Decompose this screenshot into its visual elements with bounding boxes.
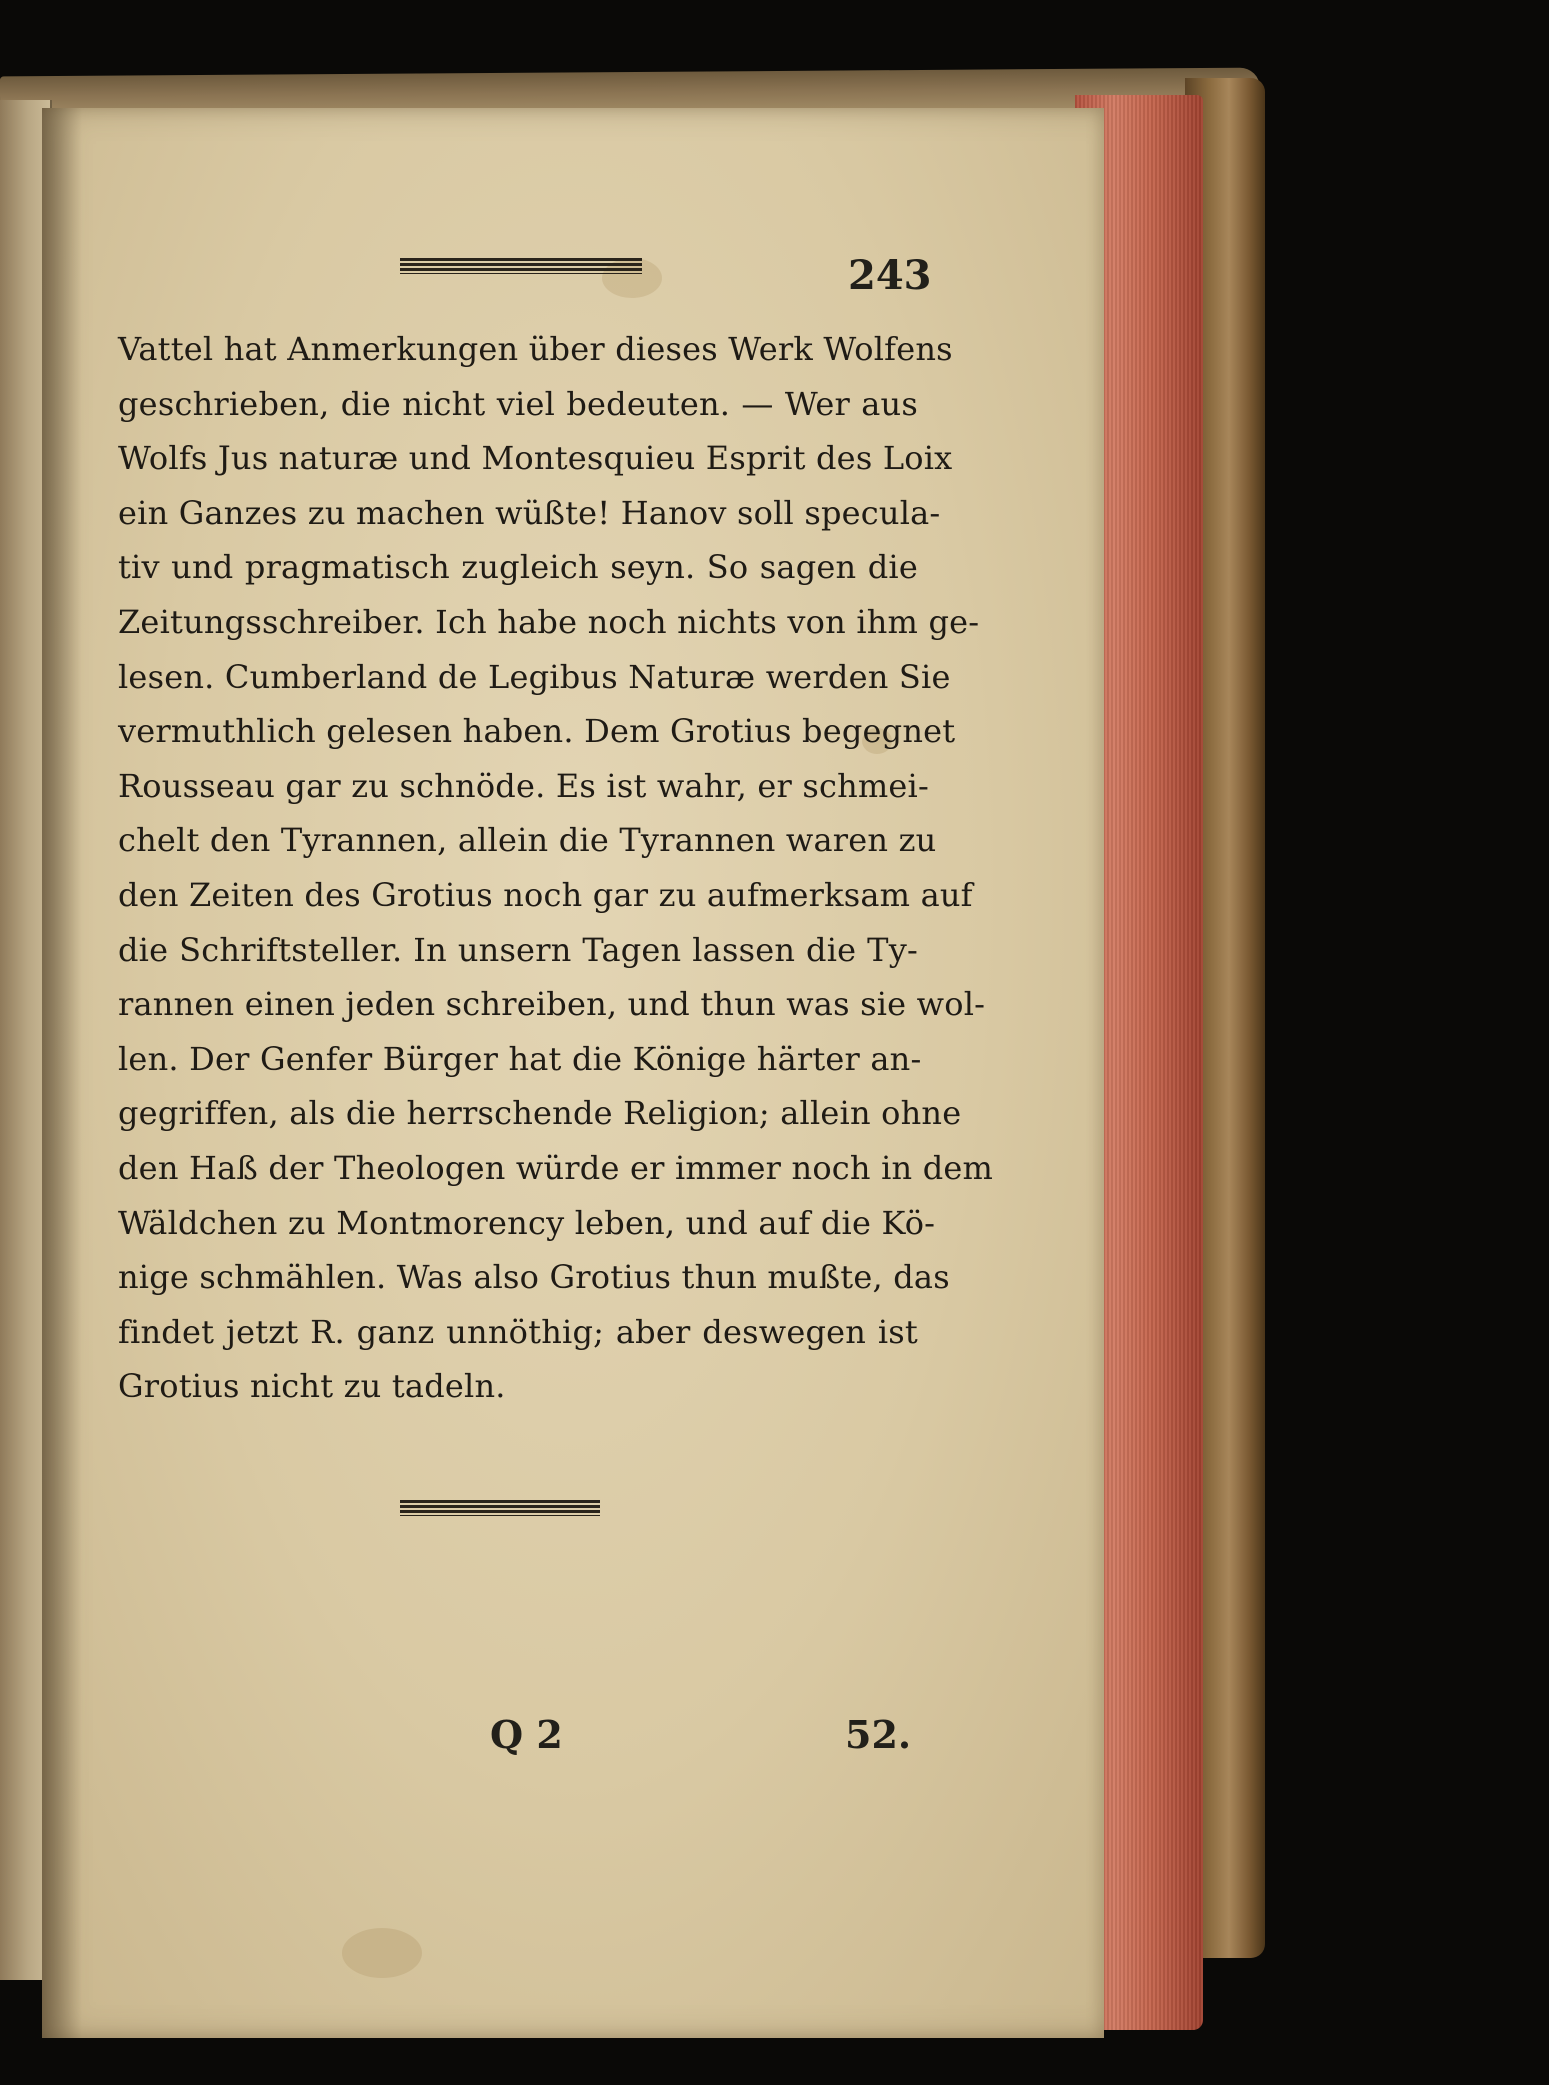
text-line: findet jetzt R. ganz unnöthig; aber deswegen ist bbox=[118, 1312, 918, 1351]
header-rule bbox=[400, 258, 642, 274]
end-rule bbox=[400, 1500, 600, 1516]
text-line: Grotius nicht zu tadeln. bbox=[118, 1367, 506, 1406]
text-line: tiv und pragmatisch zugleich seyn. So sagen die bbox=[118, 548, 918, 587]
page-number: 243 bbox=[848, 252, 932, 299]
gutter-shadow bbox=[42, 108, 82, 2038]
paper-stain bbox=[342, 1928, 422, 1978]
text-line: ein Ganzes zu machen wüßte! Hanov soll specula- bbox=[118, 493, 941, 532]
text-line: lesen. Cumberland de Legibus Naturæ werden Sie bbox=[118, 657, 951, 696]
text-line: Rousseau gar zu schnöde. Es ist wahr, er schmei- bbox=[118, 766, 930, 805]
text-line: chelt den Tyrannen, allein die Tyrannen waren zu bbox=[118, 821, 937, 860]
text-line: nige schmählen. Was also Grotius thun mußte, das bbox=[118, 1258, 950, 1297]
text-line: den Zeiten des Grotius noch gar zu aufmerksam auf bbox=[118, 875, 973, 914]
body-text bbox=[118, 322, 994, 1414]
text-line: den Haß der Theologen würde er immer noch in dem bbox=[118, 1148, 994, 1187]
text-line: Vattel hat Anmerkungen über dieses Werk Wolfens bbox=[118, 330, 953, 368]
text-line: vermuthlich gelesen haben. Dem Grotius begegnet bbox=[118, 712, 956, 751]
text-line: Wäldchen zu Montmorency leben, und auf die Kö- bbox=[118, 1203, 936, 1242]
signature-mark: Q 2 bbox=[490, 1712, 563, 1757]
text-line: Zeitungsschreiber. Ich habe noch nichts von ihm ge- bbox=[118, 602, 980, 641]
text-line: gegriffen, als die herrschende Religion; allein ohne bbox=[118, 1094, 962, 1133]
text-line: die Schriftsteller. In unsern Tagen lassen die Ty- bbox=[118, 930, 918, 969]
text-line: rannen einen jeden schreiben, und thun was sie wol- bbox=[118, 985, 986, 1024]
text-line: Wolfs Jus naturæ und Montesquieu Esprit des Loix bbox=[118, 439, 953, 478]
catchword: 52. bbox=[845, 1712, 912, 1757]
text-line: len. Der Genfer Bürger hat die Könige härter an- bbox=[118, 1039, 922, 1078]
text-line: geschrieben, die nicht viel bedeuten. — Wer aus bbox=[118, 384, 918, 423]
